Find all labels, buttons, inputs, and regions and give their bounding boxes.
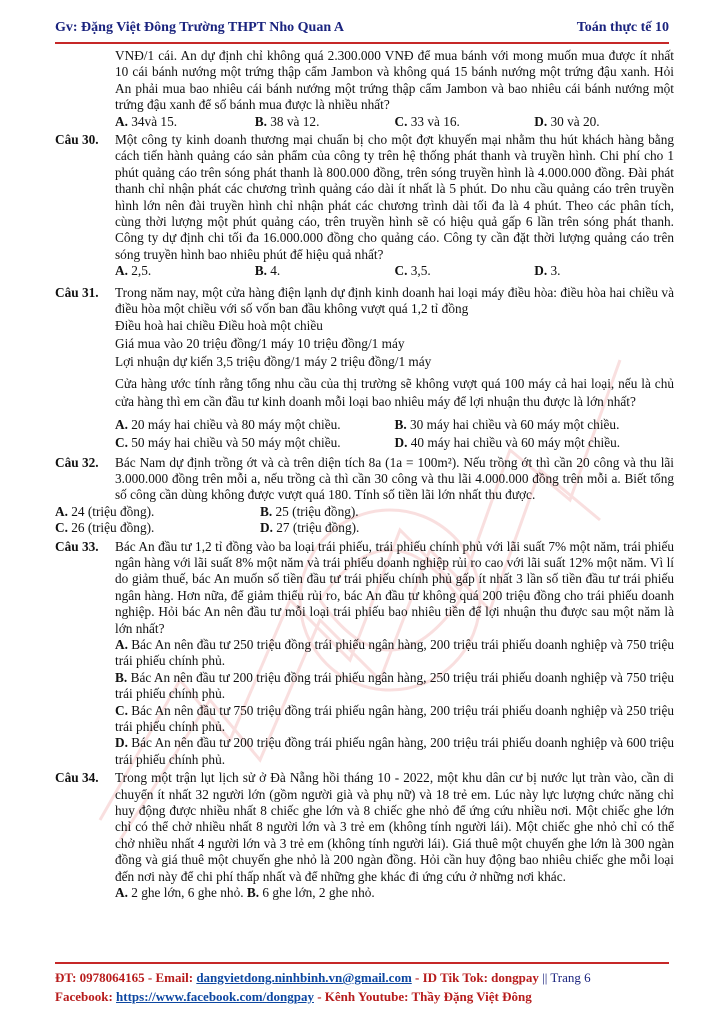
- email-link[interactable]: dangvietdong.ninhbinh.vn@gmail.com: [196, 970, 412, 985]
- option-b: B. 38 và 12.: [254, 113, 320, 129]
- option-letter: A.: [115, 416, 128, 432]
- q29-options: [55, 114, 674, 130]
- question-label: Câu 33.: [55, 538, 99, 554]
- question-label: Câu 34.: [55, 770, 99, 786]
- option-letter: C.: [394, 263, 408, 279]
- option-letter: D.: [394, 435, 408, 451]
- q29-continuation: VNĐ/1 cái. An dự định chỉ không quá 2.300.000 VNĐ để mua bánh với mong muốn mua được ít nhất 10 cái bánh nướng một trứng thập cẩm Jambon và không quá 15 bánh nướng một trứng đậu xanh. Hỏi An phải mua bao nhiêu cái bánh nướng một trứng thập cẩm Jambon và bao nhiêu cái bánh nướng một trứng đậu xanh để số bánh mua được là nhiều nhất?: [115, 48, 674, 113]
- header-rule: [55, 42, 669, 44]
- option-letter: C.: [394, 113, 408, 129]
- option-letter: B.: [260, 503, 273, 519]
- option-letter: D.: [534, 113, 548, 129]
- option-b: B. Bác An nên đầu tư 200 triệu đồng trái phiếu ngân hàng, 250 triệu trái phiếu doanh nghiệp và 750 triệu trái phiếu chính phủ.: [115, 669, 674, 702]
- option-b: B. 6 ghe lớn, 2 ghe nhỏ.: [246, 885, 375, 901]
- footer-rule: [55, 962, 669, 964]
- option-letter: A.: [115, 113, 128, 129]
- q31-text2: Cửa hàng ước tính rằng tổng nhu cầu của thị trường sẽ không vượt quá 100 máy cả hai loại, nếu là chủ cửa hàng thì em cần đầu tư kinh doanh mỗi loại bao nhiêu máy để lợi nhuận thu được là lớn nhất?: [115, 375, 674, 409]
- question-text: Bác Nam dự định trồng ớt và cà trên diện tích 8a (1a = 100m²). Nếu trồng ớt thì cần 20 công và thu lãi 3.000.000 đồng trên mỗi a, nếu trồng cà thì cần 30 công và thu lãi 4.000.000 đồng trên mỗi a. Biết tổng số công cần dùng không được vượt quá 180. Tính số tiền lãi lớn nhất thu được.: [115, 454, 674, 503]
- page-number: || Trang 6: [542, 970, 591, 985]
- option-letter: A.: [115, 637, 128, 652]
- question-label: Câu 31.: [55, 284, 99, 300]
- header-subject: Toán thực tế 10: [576, 20, 669, 35]
- option-d: D. 3.: [534, 263, 561, 279]
- q31-table-row-profit: Lợi nhuận dự kiến 3,5 triệu đồng/1 máy 2 triệu đồng/1 máy: [115, 354, 432, 370]
- option-letter: A.: [55, 503, 68, 519]
- option-a: A. 2,5.: [115, 263, 152, 279]
- option-letter: D.: [534, 263, 548, 279]
- option-letter: B.: [254, 263, 267, 279]
- option-c: C. Bác An nên đầu tư 750 triệu đồng trái phiếu ngân hàng, 200 triệu trái phiếu doanh nghiệp và 250 triệu trái phiếu chính phủ.: [115, 702, 674, 735]
- page-header: [55, 18, 669, 42]
- q31-options-row2: [55, 435, 674, 451]
- option-b: B. 4.: [254, 263, 281, 279]
- option-c: C. 26 (triệu đồng).: [55, 520, 155, 536]
- option-letter: A.: [115, 263, 128, 279]
- option-c: C. 50 máy hai chiều và 50 máy một chiều.: [115, 435, 341, 451]
- q31-table-row-price: Giá mua vào 20 triệu đồng/1 máy 10 triệu đồng/1 máy: [115, 335, 405, 351]
- option-letter: C.: [115, 435, 128, 451]
- footer-phone: ĐT: 0978064165 - Email:: [55, 970, 197, 985]
- footer-tiktok: - ID Tik Tok: dongpay: [411, 970, 543, 985]
- q30-options: [55, 263, 674, 279]
- question-32: [55, 455, 674, 504]
- option-b: B. 25 (triệu đồng).: [260, 503, 359, 519]
- footer-social: [55, 987, 669, 1006]
- page-footer: [55, 962, 669, 1006]
- question-31: [55, 285, 674, 318]
- option-letter: B.: [394, 416, 407, 432]
- option-d: D. 40 máy hai chiều và 60 máy một chiều.: [394, 435, 621, 451]
- option-a: A. 24 (triệu đồng).: [55, 503, 155, 519]
- option-d: D. 27 (triệu đồng).: [260, 520, 360, 536]
- q31-options-row1: [55, 417, 674, 433]
- footer-contact: [55, 968, 669, 987]
- option-letter: A.: [115, 885, 128, 901]
- header-teacher: Gv: Đặng Việt Đông Trường THPT Nho Quan A: [55, 20, 344, 35]
- question-text: Trong năm nay, một cửa hàng điện lạnh dự định kinh doanh hai loại máy điều hòa: điều hòa hai chiều và điều hòa một chiều với số vốn ban đầu không vượt quá 1,2 tỉ đồng: [115, 284, 674, 317]
- question-text: Một công ty kinh doanh thương mại chuẩn bị cho một đợt khuyến mại nhằm thu hút khách hàng bằng cách tiến hành quảng cáo sản phẩm của công ty trên hệ thống phát thanh và truyền hình. Chi phí cho 1 phút quảng cáo trên sóng phát thanh là 800.000 đồng, trên sóng truyền hình là 4.000.000 đồng. Đài phát thanh chỉ nhận phát các chương trình quảng cáo dài ít nhất là 5 phút. Do nhu cầu quảng cáo trên truyền hình lớn nên đài truyền hình chỉ nhận phát các chương trình dài tối đa là 4 phút. Theo các phân tích, cùng thời lượng một phút quảng cáo, trên truyền hình sẽ có hiệu quả gấp 6 lần trên sóng phát thanh. Công ty dự định chi tối đa 16.000.000 đồng cho quảng cáo. Công ty cần đặt thời lượng quảng cáo trên sóng truyền hình bao nhiêu phút để hiệu quả nhất?: [115, 132, 674, 262]
- question-text: Bác An đầu tư 1,2 tỉ đồng vào ba loại trái phiếu, trái phiếu chính phủ với lãi suất 7% một năm, trái phiếu ngân hàng với lãi suất 8% một năm và trái phiếu doanh nghiệp rủi ro cao với lãi suất 12% một năm. Vì lí do giảm thuế, bác An muốn số tiền đầu tư trái phiếu chính phủ gấp ít nhất 3 lần số tiền đầu tư trái phiếu ngân hàng. Hơn nữa, để giảm thiểu rủi ro, bác An đầu tư không quá 200 triệu đồng cho trái phiếu doanh nghiệp. Hỏi bác An nên đầu tư mỗi loại trái phiếu bao nhiêu tiền để lợi nhuận thu được sau một năm là lớn nhất?: [115, 538, 674, 636]
- option-c: C. 3,5.: [394, 263, 431, 279]
- q32-options-row2: [55, 520, 674, 536]
- question-text: Trong một trận lụt lịch sử ở Đà Nẵng hồi tháng 10 - 2022, một khu dân cư bị nước lụt tràn vào, cần di chuyển ít nhất 32 người lớn (gồm người già và phụ nữ) và 18 trẻ em. Lúc này lực lượng chức năng chỉ huy động được nhiều nhất 8 chiếc ghe lớn và 8 chiếc ghe nhỏ để ứng cứu nhiều nơi. Một chiếc ghe lớn chỉ có thể chở nhiều nhất 8 người lớn và 3 trẻ em (không tính người lái). Một chiếc ghe nhỏ chỉ có thể chở nhiều nhất 4 người lớn và 3 trẻ em (không tính người lái). Giá thuê một chuyến ghe lớn là 300 ngàn đồng và giá thuê một chuyến ghe nhỏ là 200 ngàn đồng. Hỏi cần huy động bao nhiêu chiếc ghe mỗi loại đến nơi này để chi phí thấp nhất và để những ghe khác đi ứng cứu ở những nơi khác.: [115, 770, 674, 884]
- option-letter: B.: [254, 113, 267, 129]
- option-letter: B.: [246, 885, 260, 901]
- option-a: A. 34và 15.: [115, 113, 178, 129]
- option-letter: B.: [115, 669, 128, 685]
- footer-facebook-label: Facebook:: [55, 989, 117, 1004]
- option-a: A. 2 ghe lớn, 6 ghe nhỏ.: [115, 885, 244, 901]
- option-a: A. 20 máy hai chiều và 80 máy một chiều.: [115, 416, 341, 432]
- footer-youtube: - Kênh Youtube: Thầy Đặng Việt Đông: [313, 989, 532, 1004]
- option-c: C. 33 và 16.: [394, 113, 460, 129]
- document-body: [55, 48, 674, 902]
- question-30: [55, 132, 674, 263]
- option-letter: C.: [55, 520, 68, 536]
- option-letter: D.: [260, 520, 273, 536]
- q34-options: [55, 885, 674, 901]
- option-d: D. Bác An nên đầu tư 200 triệu đồng trái phiếu ngân hàng, 200 triệu trái phiếu doanh nghiệp và 600 triệu trái phiếu chính phủ.: [115, 735, 674, 767]
- option-b: B. 30 máy hai chiều và 60 máy một chiều.: [394, 416, 620, 432]
- q32-options-row1: [55, 504, 674, 520]
- question-34: [55, 770, 674, 885]
- question-33: [55, 539, 674, 637]
- option-d: D. 30 và 20.: [534, 113, 600, 129]
- question-label: Câu 30.: [55, 132, 99, 148]
- facebook-link[interactable]: https://www.facebook.com/dongpay: [116, 989, 314, 1004]
- question-label: Câu 32.: [55, 454, 99, 470]
- q31-table-header: Điều hoà hai chiều Điều hoà một chiều: [115, 317, 323, 333]
- option-letter: C.: [115, 702, 128, 718]
- option-letter: D.: [115, 735, 128, 751]
- option-a: A. Bác An nên đầu tư 250 triệu đồng trái phiếu ngân hàng, 200 triệu trái phiếu doanh nghiệp và 750 triệu trái phiếu chính phủ.: [115, 637, 674, 669]
